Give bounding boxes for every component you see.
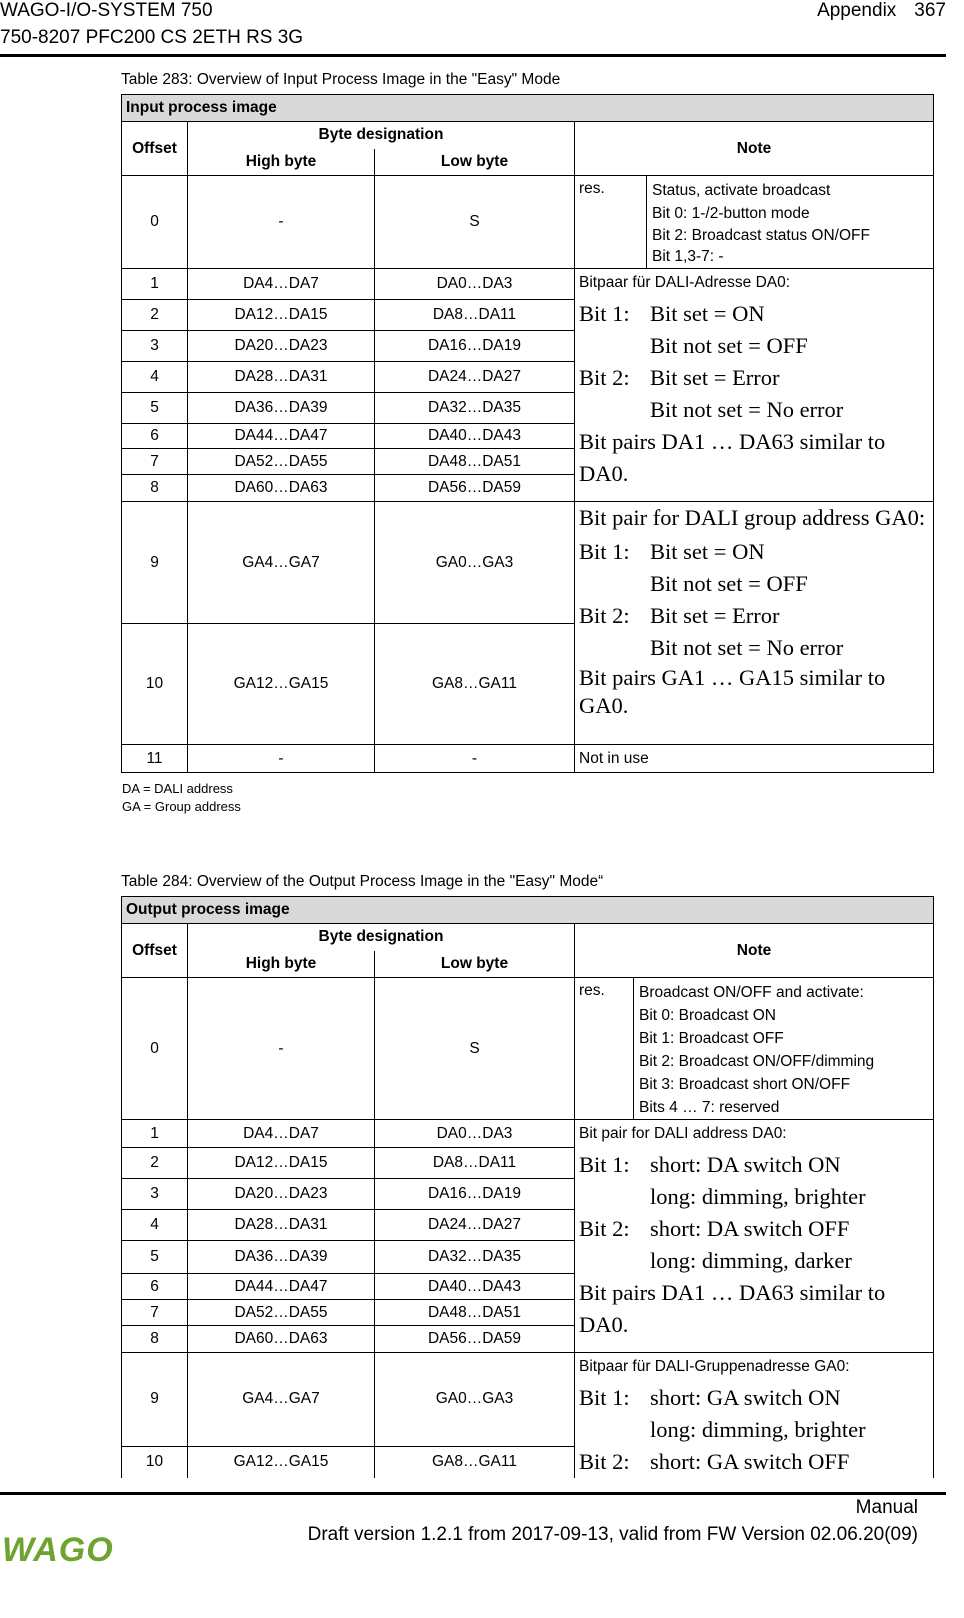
col-note: Note [575, 122, 934, 176]
bit1-long: long: dimming, brighter [650, 1417, 866, 1442]
bit1-label: Bit 1: [579, 301, 630, 326]
note-line: Bit 0: Broadcast ON [639, 1007, 776, 1024]
note-line: Bit 0: 1-/2-button mode [652, 205, 810, 222]
high-byte-cell: - [188, 978, 375, 1120]
bit1-set: Bit set = ON [650, 539, 765, 564]
bit2-set: Bit set = Error [650, 365, 780, 390]
offset-cell: 8 [122, 1326, 188, 1353]
offset-cell: 5 [122, 393, 188, 424]
high-byte-cell: DA52…DA55 [188, 449, 375, 475]
offset-cell: 3 [122, 1179, 188, 1210]
low-byte-cell: - [375, 745, 575, 773]
high-byte-cell: GA4…GA7 [188, 1353, 375, 1447]
offset-cell: 4 [122, 362, 188, 393]
legend-da: DA = DALI address [122, 781, 233, 796]
high-byte-cell: GA12…GA15 [188, 1446, 375, 1478]
col-note: Note [575, 924, 934, 978]
bit2-long: long: dimming, darker [650, 1248, 852, 1273]
low-byte-cell: DA16…DA19 [375, 331, 575, 362]
high-byte-cell: DA44…DA47 [188, 1274, 375, 1300]
ga-note-title: Bitpaar für DALI-Gruppenadresse GA0: [579, 1358, 850, 1375]
bit2-label: Bit 2: [579, 1216, 630, 1241]
offset-cell: 11 [122, 745, 188, 773]
col-low-byte: Low byte [375, 149, 575, 176]
high-byte-cell: DA20…DA23 [188, 331, 375, 362]
high-byte-cell: DA28…DA31 [188, 362, 375, 393]
high-byte-cell: DA36…DA39 [188, 1241, 375, 1274]
col-high-byte: High byte [188, 149, 375, 176]
ga-note-title: Bit pair for DALI group address GA0: [579, 505, 926, 530]
ga-note-body [579, 1382, 929, 1478]
low-byte-cell: GA8…GA11 [375, 1446, 575, 1478]
table2-section-title: Output process image [122, 897, 934, 924]
bit2-short: short: GA switch OFF [650, 1449, 850, 1474]
bit1-short: short: DA switch ON [650, 1152, 841, 1177]
offset-cell: 0 [122, 978, 188, 1120]
low-byte-cell: DA8…DA11 [375, 300, 575, 331]
low-byte-cell: DA32…DA35 [375, 1241, 575, 1274]
high-byte-cell: DA4…DA7 [188, 269, 375, 300]
note-line: Status, activate broadcast [652, 182, 831, 199]
low-byte-cell: GA0…GA3 [375, 1353, 575, 1447]
bit2-label: Bit 2: [579, 603, 630, 628]
bit1-short: short: GA switch ON [650, 1385, 841, 1410]
res-cell: res. [575, 978, 634, 1120]
offset-cell: 7 [122, 449, 188, 475]
note-line: Bits 4 … 7: reserved [639, 1099, 780, 1116]
offset-cell: 9 [122, 1353, 188, 1447]
bit2-set: Bit set = Error [650, 603, 780, 628]
da-note-body [579, 1149, 929, 1341]
low-byte-cell: DA40…DA43 [375, 424, 575, 449]
header-section: Appendix [817, 0, 897, 21]
offset-cell: 1 [122, 269, 188, 300]
low-byte-cell: S [375, 978, 575, 1120]
page-number: 367 [914, 0, 946, 21]
header-rule [0, 54, 946, 57]
offset-cell: 5 [122, 1241, 188, 1274]
high-byte-cell: DA60…DA63 [188, 1326, 375, 1353]
offset-cell: 2 [122, 300, 188, 331]
low-byte-cell: DA56…DA59 [375, 1326, 575, 1353]
svg-text:WAGO: WAGO [2, 1531, 114, 1569]
high-byte-cell: DA36…DA39 [188, 393, 375, 424]
ga-bit-pair-note [575, 1353, 934, 1479]
input-process-image-table [121, 94, 934, 773]
da-note-title: Bitpaar für DALI-Adresse DA0: [579, 274, 791, 291]
table2-caption: Table 284: Overview of the Output Process Image in the "Easy" Mode“ [121, 873, 604, 890]
col-high-byte: High byte [188, 951, 375, 978]
offset-cell: 9 [122, 502, 188, 624]
col-offset: Offset [122, 122, 188, 176]
low-byte-cell: DA0…DA3 [375, 1120, 575, 1148]
offset-cell: 2 [122, 1148, 188, 1179]
offset-cell: 8 [122, 475, 188, 502]
high-byte-cell: DA28…DA31 [188, 1210, 375, 1241]
low-byte-cell: DA48…DA51 [375, 1300, 575, 1326]
high-byte-cell: DA4…DA7 [188, 1120, 375, 1148]
bit1-label: Bit 1: [579, 539, 630, 564]
col-low-byte: Low byte [375, 951, 575, 978]
bit1-label: Bit 1: [579, 1385, 630, 1410]
note-not-in-use: Not in use [575, 745, 934, 773]
status-note [647, 176, 934, 269]
low-byte-cell: DA32…DA35 [375, 393, 575, 424]
low-byte-cell: DA48…DA51 [375, 449, 575, 475]
offset-cell: 6 [122, 1274, 188, 1300]
ga-note-body [579, 505, 929, 720]
bit1-not-set: Bit not set = OFF [650, 333, 808, 358]
bit2-label: Bit 2: [579, 1449, 630, 1474]
low-byte-cell: DA24…DA27 [375, 1210, 575, 1241]
broadcast-note [634, 978, 934, 1120]
legend [122, 780, 241, 816]
bit1-label: Bit 1: [579, 1152, 630, 1177]
bit1-not-set: Bit not set = OFF [650, 571, 808, 596]
low-byte-cell: DA40…DA43 [375, 1274, 575, 1300]
note-line: Bit 2: Broadcast status ON/OFF [652, 227, 870, 244]
offset-cell: 1 [122, 1120, 188, 1148]
low-byte-cell: DA0…DA3 [375, 269, 575, 300]
footer-draft-version: Draft version 1.2.1 from 2017-09-13, valid from FW Version 02.06.20(09) [307, 1524, 918, 1545]
offset-cell: 6 [122, 424, 188, 449]
header-product: WAGO-I/O-SYSTEM 750 [0, 0, 213, 21]
res-cell: res. [575, 176, 647, 269]
high-byte-cell: - [188, 745, 375, 773]
table1-section-title: Input process image [122, 95, 934, 122]
low-byte-cell: DA56…DA59 [375, 475, 575, 502]
offset-cell: 10 [122, 624, 188, 745]
output-process-image-table [121, 896, 934, 1478]
da-bit-pair-note [575, 269, 934, 502]
high-byte-cell: DA52…DA55 [188, 1300, 375, 1326]
bit1-long: long: dimming, brighter [650, 1184, 866, 1209]
col-byte-designation: Byte designation [188, 924, 575, 951]
header-model: 750-8207 PFC200 CS 2ETH RS 3G [0, 27, 304, 48]
bit2-label: Bit 2: [579, 365, 630, 390]
bit2-not-set: Bit not set = No error [650, 397, 844, 422]
col-byte-designation: Byte designation [188, 122, 575, 149]
note-line: Bit 3: Broadcast short ON/OFF [639, 1076, 851, 1093]
high-byte-cell: GA12…GA15 [188, 624, 375, 745]
offset-cell: 7 [122, 1300, 188, 1326]
low-byte-cell: DA16…DA19 [375, 1179, 575, 1210]
low-byte-cell: DA8…DA11 [375, 1148, 575, 1179]
offset-cell: 4 [122, 1210, 188, 1241]
legend-ga: GA = Group address [122, 799, 241, 814]
low-byte-cell: S [375, 176, 575, 269]
offset-cell: 3 [122, 331, 188, 362]
high-byte-cell: DA20…DA23 [188, 1179, 375, 1210]
offset-cell: 0 [122, 176, 188, 269]
da-bit-pair-note [575, 1120, 934, 1353]
note-line: Broadcast ON/OFF and activate: [639, 984, 864, 1001]
ga-note-tail: Bit pairs GA1 … GA15 similar to GA0. [579, 665, 886, 718]
wago-logo [0, 1527, 120, 1574]
note-line: Bit 1,3-7: - [652, 248, 724, 265]
col-offset: Offset [122, 924, 188, 978]
note-line: Bit 1: Broadcast OFF [639, 1030, 784, 1047]
da-note-tail: Bit pairs DA1 … DA63 similar to DA0. [579, 1280, 886, 1337]
high-byte-cell: DA44…DA47 [188, 424, 375, 449]
low-byte-cell: DA24…DA27 [375, 362, 575, 393]
header-right [799, 0, 946, 22]
high-byte-cell: DA12…DA15 [188, 300, 375, 331]
table1-caption: Table 283: Overview of Input Process Image in the "Easy" Mode [121, 71, 561, 88]
da-note-body [579, 298, 929, 490]
footer-manual: Manual [855, 1497, 918, 1518]
high-byte-cell: - [188, 176, 375, 269]
low-byte-cell: GA8…GA11 [375, 624, 575, 745]
bit1-set: Bit set = ON [650, 301, 765, 326]
high-byte-cell: DA12…DA15 [188, 1148, 375, 1179]
da-note-title: Bit pair for DALI address DA0: [579, 1125, 787, 1142]
bit2-not-set: Bit not set = No error [650, 635, 844, 660]
da-note-tail: Bit pairs DA1 … DA63 similar to DA0. [579, 429, 886, 486]
high-byte-cell: DA60…DA63 [188, 475, 375, 502]
note-line: Bit 2: Broadcast ON/OFF/dimming [639, 1053, 875, 1070]
low-byte-cell: GA0…GA3 [375, 502, 575, 624]
footer-rule [0, 1492, 946, 1495]
offset-cell: 10 [122, 1446, 188, 1478]
high-byte-cell: GA4…GA7 [188, 502, 375, 624]
bit2-short: short: DA switch OFF [650, 1216, 850, 1241]
ga-bit-pair-note [575, 502, 934, 745]
